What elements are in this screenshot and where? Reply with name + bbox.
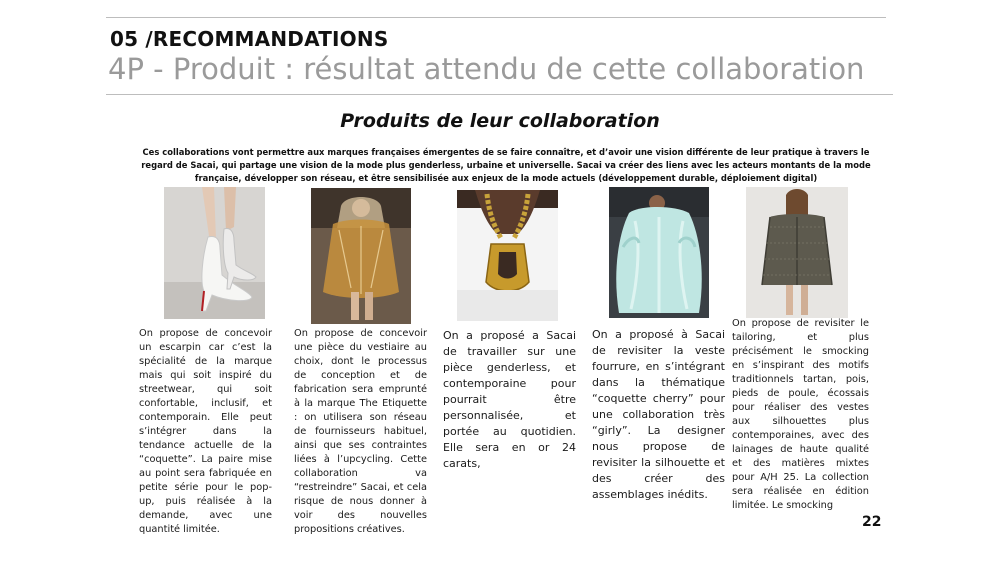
title-divider	[106, 94, 893, 95]
section-heading: 05 /RECOMMANDATIONS	[110, 27, 389, 51]
collaboration-subtitle: Produits de leur collaboration	[340, 110, 660, 132]
product-description-fur-coat: On a proposé à Sacai de revisiter la veste fourrure, en s’intégrant dans la thématique “coquette cherry” pour une collaboration très “girly”. La designer nous propose de revisiter la silhouette et des créer des assemblages inédits.	[592, 328, 725, 501]
tweed-jacket-photo	[746, 187, 848, 318]
gold-chain-necklace-photo	[457, 190, 558, 321]
intro-paragraph: Ces collaborations vont permettre aux marques françaises émergentes de se faire connaître, et d’avoir une vision différente de leur pratique à travers le regard de Sacai, qui partage une vision de la mode plus genderless, urbaine et universelle. Sacai va créer des liens avec les acteurs montants de la mode française, développer son réseau, et être sensibilisée aux enjeux de la mode actuels (développement durable, déploiement digital)	[141, 147, 871, 183]
page-title: 4P - Produit : résultat attendu de cette collaboration	[108, 52, 865, 86]
transparent-raincoat-photo	[311, 188, 411, 324]
product-description-etiquette: On propose de concevoir une pièce du vestiaire au choix, dont le processus de conception et de fabrication sera emprunté à la marque The Etiquette : on utilisera son réseau de fournisseurs habituel, ainsi que ses contraintes liées à l’upcycling. Cette collaboration va “restreindre” Sacai, et cela risque de nous donner à voir des nouvelles propositions créatives.	[294, 328, 427, 535]
page-number: 22	[862, 514, 882, 530]
fur-coat-photo	[609, 187, 709, 318]
product-description-necklace: On a proposé a Sacai de travailler sur une pièce genderless, et contemporaine pour pourrait être personnalisée, et portée au quotidien. Elle sera en or 24 carats,	[443, 329, 576, 470]
product-description-tailoring: On propose de revisiter le tailoring, et plus précisément le smocking en s’inspirant des motifs traditionnels tartan, pois, pieds de poule, écossais pour réaliser des vestes aux silhouettes plus contemporaines, avec des lainages de haute qualité et des matières mixtes pour A/H 25. La collection sera réalisée en édition limitée. Le smocking	[732, 318, 869, 511]
white-heel-boot-photo	[164, 187, 265, 319]
product-description-escarpin: On propose de concevoir un escarpin car c’est la spécialité de la marque mais qui soit inspiré du streetwear, qui soit confortable, inclusif, et contemporain. Elle peut s’intégrer dans la tendance actuelle de la “coquette”. La paire mise au point sera fabriquée en petite série pour le pop- up, puis réalisée à la demande, avec une quantité limitée.	[139, 328, 272, 535]
top-divider	[106, 17, 886, 18]
